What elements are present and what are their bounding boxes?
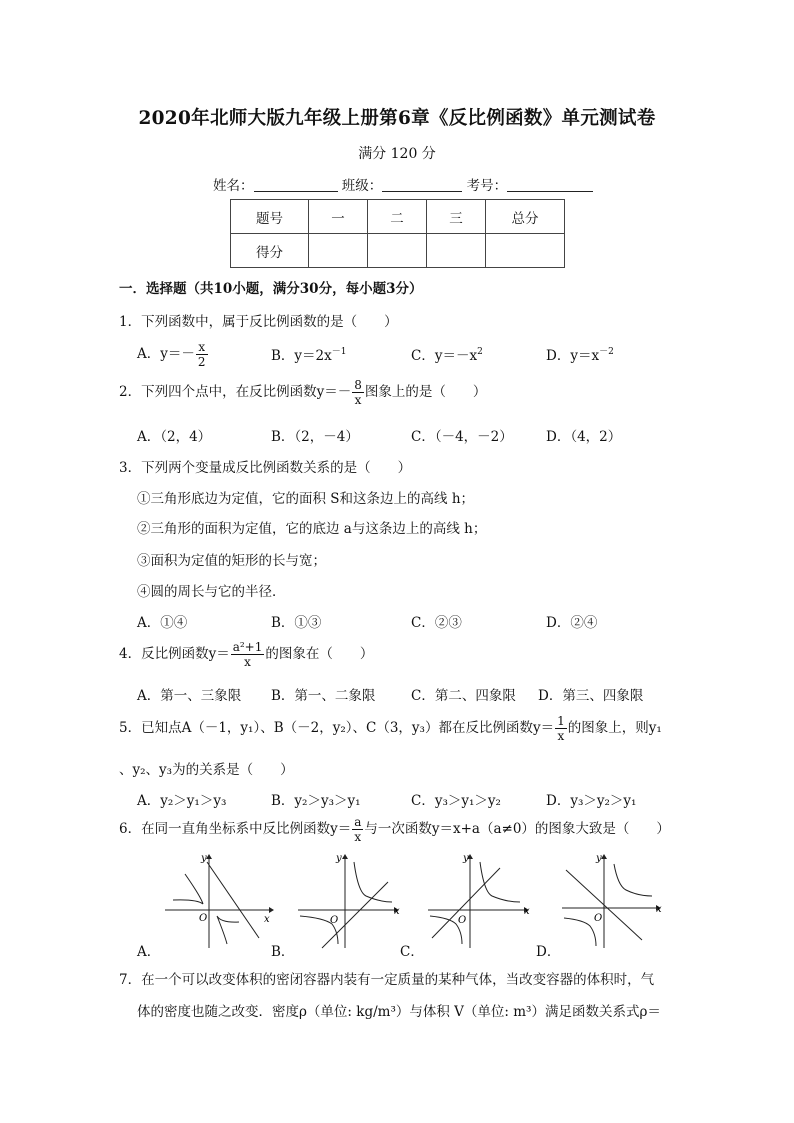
student-info-line — [213, 174, 593, 194]
score-table-cell: 一 — [309, 200, 368, 234]
section-heading: 一．选择题（共10小题，满分30分，每小题3分） — [119, 281, 423, 297]
score-input-cell[interactable] — [427, 234, 486, 268]
question-6-stem: 6．在同一直角坐标系中反比例函数y＝ $\frac{a}{x}$ 与一次函数y＝x+a（a≠0）的图象大致是（ ） — [119, 815, 670, 844]
question-7-stem-line1: 7．在一个可以改变体积的密闭容器内装有一定质量的某种气体，当改变容器的体积时，气 — [119, 972, 655, 988]
axis-y-label: y — [463, 853, 469, 864]
q3-option-b: B．①③ — [271, 615, 322, 631]
q6-option-c: C． — [400, 944, 424, 960]
question-4-stem: 4．反比例函数y＝ $\frac{\text{a²+1}}{x}$ 的图象在（ ） — [119, 640, 374, 669]
question-2-stem: 2．下列四个点中，在反比例函数y＝－ $\frac{8}{x}$ 图象上的是（ ） — [119, 378, 487, 407]
score-table-cell: 二 — [368, 200, 427, 234]
axis-y-label: y — [596, 853, 602, 864]
axis-y-label: y — [336, 853, 342, 864]
q1-option-b: B．$y=2x^{-1}$ — [271, 347, 347, 364]
q2-option-a: A．（2，4） — [137, 429, 212, 445]
score-table-cell: 题号 — [231, 200, 309, 234]
q5-option-c: C．y₃＞y₁＞y₂ — [411, 793, 501, 809]
question-1-stem: 1．下列函数中，属于反比例函数的是（ ） — [119, 314, 398, 330]
fraction: $\frac{1}{x}$ — [557, 714, 565, 743]
axis-x-label: x — [394, 906, 400, 917]
score-table-cell: 总分 — [486, 200, 565, 234]
q5-option-d: D．y₃＞y₂＞y₁ — [546, 793, 637, 809]
axis-y-label: y — [201, 853, 207, 864]
axis-x-label: x — [524, 906, 530, 917]
q6-option-a: A． — [137, 944, 161, 960]
q2-option-b: B．（2，－4） — [271, 429, 359, 445]
score-table — [230, 199, 565, 268]
q3-item-3: ③面积为定值的矩形的长与宽； — [137, 553, 326, 569]
q2-option-c: C．（－4，－2） — [411, 429, 513, 445]
q4-option-b: B．第一、二象限 — [271, 688, 376, 704]
q1-option-c: C．$y=-x^2$ — [411, 347, 483, 364]
axis-x-label: x — [656, 904, 662, 915]
q1-option-a: A．y＝－ $\frac{x}{2}$ — [137, 340, 206, 369]
q1-option-d: D．$y=x^{-2}$ — [546, 347, 614, 364]
q5-option-b: B．y₂＞y₃＞y₁ — [271, 793, 361, 809]
axis-x-label: x — [264, 914, 270, 925]
q6-graph-a — [163, 852, 275, 950]
q4-option-d: D．第三、四象限 — [538, 688, 644, 704]
score-table-score-row — [231, 234, 565, 268]
fraction: $\frac{x}{2}$ — [197, 340, 206, 369]
q6-option-b: B． — [271, 944, 295, 960]
origin-label: O — [594, 913, 603, 924]
q6-graph-d — [560, 852, 672, 950]
exam-no-label: 考号： — [466, 178, 508, 194]
name-field[interactable] — [254, 177, 338, 192]
score-table-cell: 三 — [427, 200, 486, 234]
question-5-stem-line2: 、y₂、y₃为的关系是（ ） — [119, 762, 294, 778]
question-3-stem: 3．下列两个变量成反比例函数关系的是（ ） — [119, 460, 412, 476]
score-row-label: 得分 — [231, 234, 309, 268]
q4-option-a: A．第一、三象限 — [137, 688, 242, 704]
fraction: $\frac{a}{x}$ — [354, 815, 362, 844]
score-input-cell[interactable] — [368, 234, 427, 268]
q3-item-4: ④圆的周长与它的半径． — [137, 584, 286, 600]
q6-option-d: D． — [536, 944, 561, 960]
q6-graph-c — [426, 852, 538, 950]
q3-option-d: D．②④ — [546, 615, 598, 631]
full-score: 满分 120 分 — [358, 146, 436, 162]
question-7-stem-line2: 体的密度也随之改变．密度ρ（单位: kg/m³）与体积 V（单位: m³）满足函数关系式ρ＝ — [137, 1004, 661, 1020]
q3-option-c: C．②③ — [411, 615, 462, 631]
class-label: 班级： — [341, 178, 383, 194]
page-title: 2020年北师大版九年级上册第6章《反比例函数》单元测试卷 — [138, 108, 656, 129]
exam-no-field[interactable] — [507, 177, 593, 192]
q6-graph-b — [296, 852, 408, 950]
q5-option-a: A．y₂＞y₁＞y₃ — [137, 793, 227, 809]
score-input-cell[interactable] — [486, 234, 565, 268]
class-field[interactable] — [382, 177, 462, 192]
q4-option-c: C．第二、四象限 — [411, 688, 516, 704]
name-label: 姓名： — [213, 178, 254, 194]
origin-label: O — [330, 915, 339, 926]
question-5-stem: 5．已知点A（－1，y₁）、B（－2，y₂）、C（3，y₃）都在反比例函数y＝ $\frac{1}{x}$ 的图象上，则y₁ — [119, 714, 662, 743]
score-input-cell[interactable] — [309, 234, 368, 268]
origin-label: O — [458, 915, 467, 926]
fraction: $\frac{\text{a²+1}}{x}$ — [232, 640, 263, 669]
fraction: $\frac{8}{x}$ — [354, 378, 362, 407]
q3-item-1: ①三角形底边为定值，它的面积 S和这条边上的高线 h； — [137, 491, 475, 507]
q2-option-d: D．（4，2） — [546, 429, 622, 445]
origin-label: O — [199, 913, 208, 924]
score-table-header-row — [231, 200, 565, 234]
q3-item-2: ②三角形的面积为定值，它的底边 a与这条边上的高线 h； — [137, 521, 487, 537]
q3-option-a: A．①④ — [137, 615, 188, 631]
